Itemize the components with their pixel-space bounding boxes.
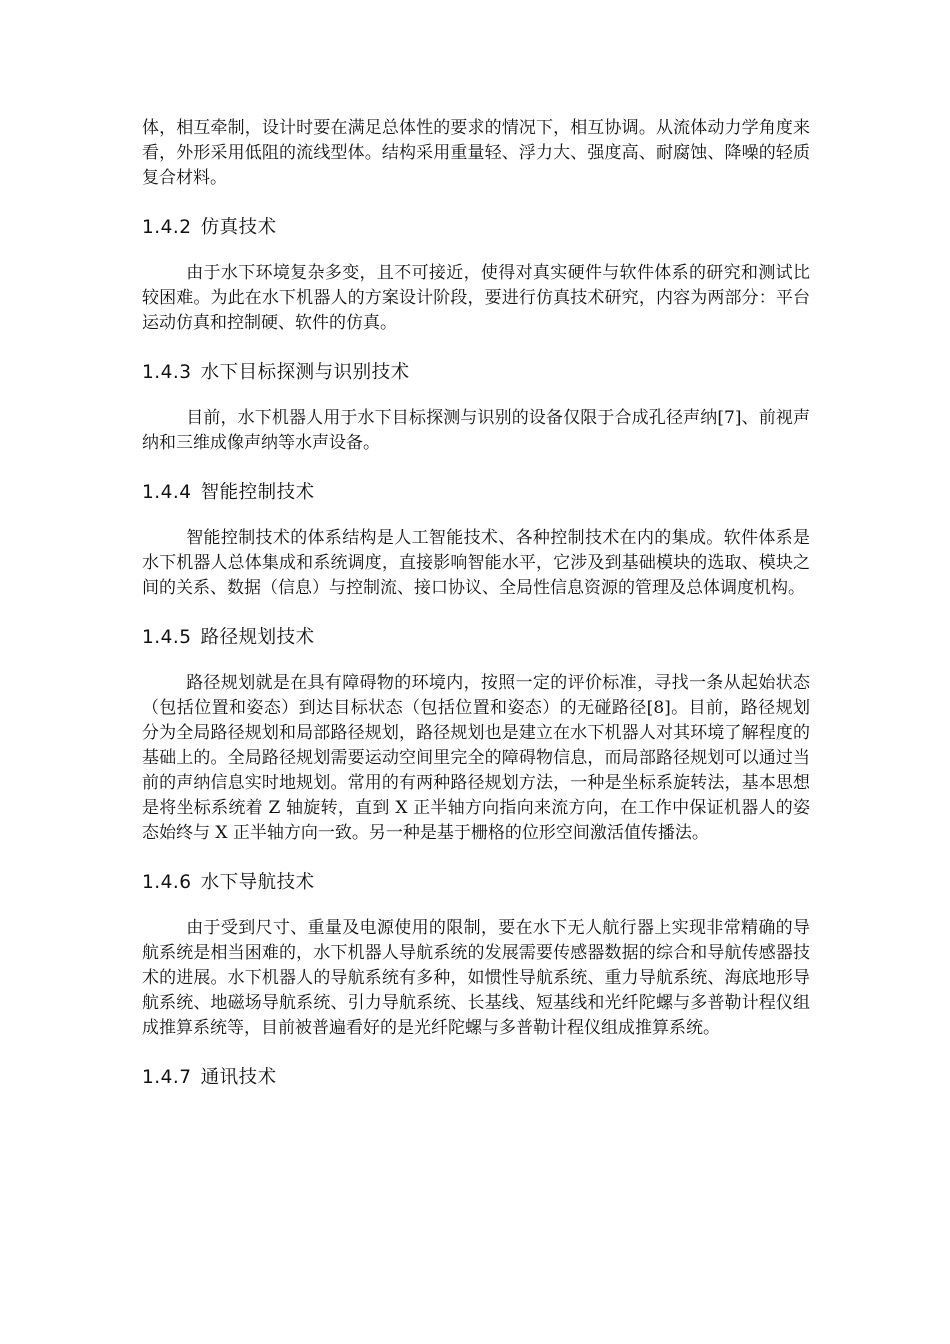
section-title: 仿真技术: [200, 217, 277, 238]
section-body-1-4-5: 路径规划就是在具有障碍物的环境内，按照一定的评价标准，寻找一条从起始状态（包括位置和姿态）到达目标状态（包括位置和姿态）的无碰路径[8]。目前，路径规划分为全局路径规划和局部路径规划，路径规划也是建立在水下机器人对其环境了解程度的基础上的。全局路径规划需要运动空间里完全的障碍物信息，而局部路径规划可以通过当前的声纳信息实时地规划。常用的有两种路径规划方法，一种是坐标系旋转法，基本思想是将坐标系统着 Z 轴旋转，直到 X 正半轴方向指向来流方向，在工作中保证机器人的姿态始终与 X 正半轴方向一致。另一种是基于栅格的位形空间激活值传播法。: [142, 673, 810, 843]
section-number: 1.4.2: [142, 217, 192, 238]
section-title: 智能控制技术: [200, 482, 315, 503]
section-body-1-4-2: 由于水下环境复杂多变，且不可接近，使得对真实硬件与软件体系的研究和测试比较困难。为此在水下机器人的方案设计阶段，要进行仿真技术研究，内容为两部分：平台运动仿真和控制硬、软件的仿真。: [142, 263, 810, 333]
section-heading-1-4-4: [142, 480, 810, 506]
section-heading-1-4-7: [142, 1065, 810, 1091]
section-title: 通讯技术: [200, 1067, 277, 1088]
document-content: [142, 116, 810, 1091]
section-heading-1-4-5: [142, 625, 810, 651]
section-title: 路径规划技术: [200, 627, 315, 648]
section-body-1-4-3: 目前，水下机器人用于水下目标探测与识别的设备仅限于合成孔径声纳[7]、前视声纳和三维成像声纳等水声设备。: [142, 408, 810, 453]
section-number: 1.4.5: [142, 627, 192, 648]
section-title: 水下目标探测与识别技术: [200, 362, 410, 383]
section-heading-1-4-3: [142, 360, 810, 386]
section-body-1-4-6: 由于受到尺寸、重量及电源使用的限制，要在水下无人航行器上实现非常精确的导航系统是相当困难的，水下机器人导航系统的发展需要传感器数据的综合和导航传感器技术的进展。水下机器人的导航系统有多种，如惯性导航系统、重力导航系统、海底地形导航系统、地磁场导航系统、引力导航系统、长基线、短基线和光纤陀螺与多普勒计程仪组成推算系统等，目前被普遍看好的是光纤陀螺与多普勒计程仪组成推算系统。: [142, 918, 810, 1038]
section-heading-1-4-2: [142, 215, 810, 241]
section-heading-1-4-6: [142, 870, 810, 896]
section-number: 1.4.4: [142, 482, 192, 503]
section-number: 1.4.6: [142, 872, 192, 893]
section-title: 水下导航技术: [200, 872, 315, 893]
section-number: 1.4.3: [142, 362, 192, 383]
section-body-1-4-4: 智能控制技术的体系结构是人工智能技术、各种控制技术在内的集成。软件体系是水下机器人总体集成和系统调度，直接影响智能水平，它涉及到基础模块的选取、模块之间的关系、数据（信息）与控制流、接口协议、全局性信息资源的管理及总体调度机构。: [142, 528, 810, 598]
intro-paragraph: 体，相互牵制，设计时要在满足总体性的要求的情况下，相互协调。从流体动力学角度来看，外形采用低阻的流线型体。结构采用重量轻、浮力大、强度高、耐腐蚀、降噪的轻质复合材料。: [142, 118, 810, 188]
section-number: 1.4.7: [142, 1067, 192, 1088]
